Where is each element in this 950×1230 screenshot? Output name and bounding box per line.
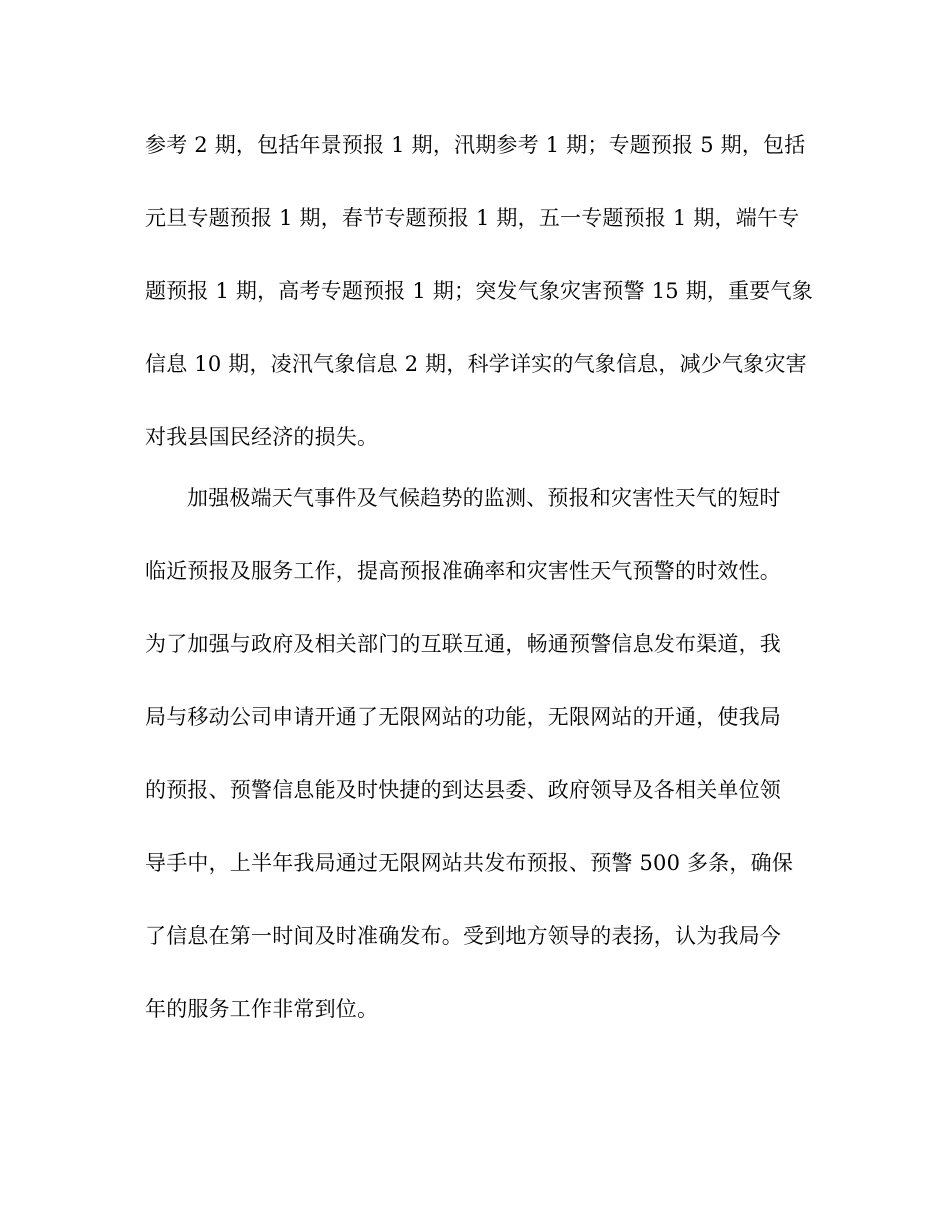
paragraph-2-line-4: 局与移动公司申请开通了无限网站的功能，无限网站的开通，使我局: [145, 705, 781, 729]
paragraph-1-line-1: 参考 2 期，包括年景预报 1 期，汛期参考 1 期；专题预报 5 期，包括: [145, 133, 806, 157]
paragraph-2-line-2: 临近预报及服务工作，提高预报准确率和灾害性天气预警的时效性。: [145, 559, 781, 583]
paragraph-1-line-5: 对我县国民经济的损失。: [145, 425, 379, 449]
paragraph-2-line-5: 的预报、预警信息能及时快捷的到达县委、政府领导及各相关单位领: [145, 778, 781, 802]
paragraph-2-line-1: 加强极端天气事件及气候趋势的监测、预报和灾害性天气的短时: [187, 486, 781, 510]
paragraph-2-line-7: 了信息在第一时间及时准确发布。受到地方领导的表扬，认为我局今: [145, 924, 781, 948]
paragraph-1-line-4: 信息 10 期，凌汛气象信息 2 期，科学详实的气象信息，减少气象灾害: [145, 352, 807, 376]
paragraph-2-line-6: 导手中，上半年我局通过无限网站共发布预报、预警 500 多条，确保: [145, 851, 794, 875]
paragraph-2-line-8: 年的服务工作非常到位。: [145, 997, 379, 1021]
paragraph-1-line-2: 元旦专题预报 1 期，春节专题预报 1 期，五一专题预报 1 期，端午专: [145, 206, 800, 230]
paragraph-2-line-3: 为了加强与政府及相关部门的互联互通，畅通预警信息发布渠道，我: [145, 632, 781, 656]
paragraph-1-line-3: 题预报 1 期，高考专题预报 1 期；突发气象灾害预警 15 期，重要气象: [145, 279, 813, 303]
